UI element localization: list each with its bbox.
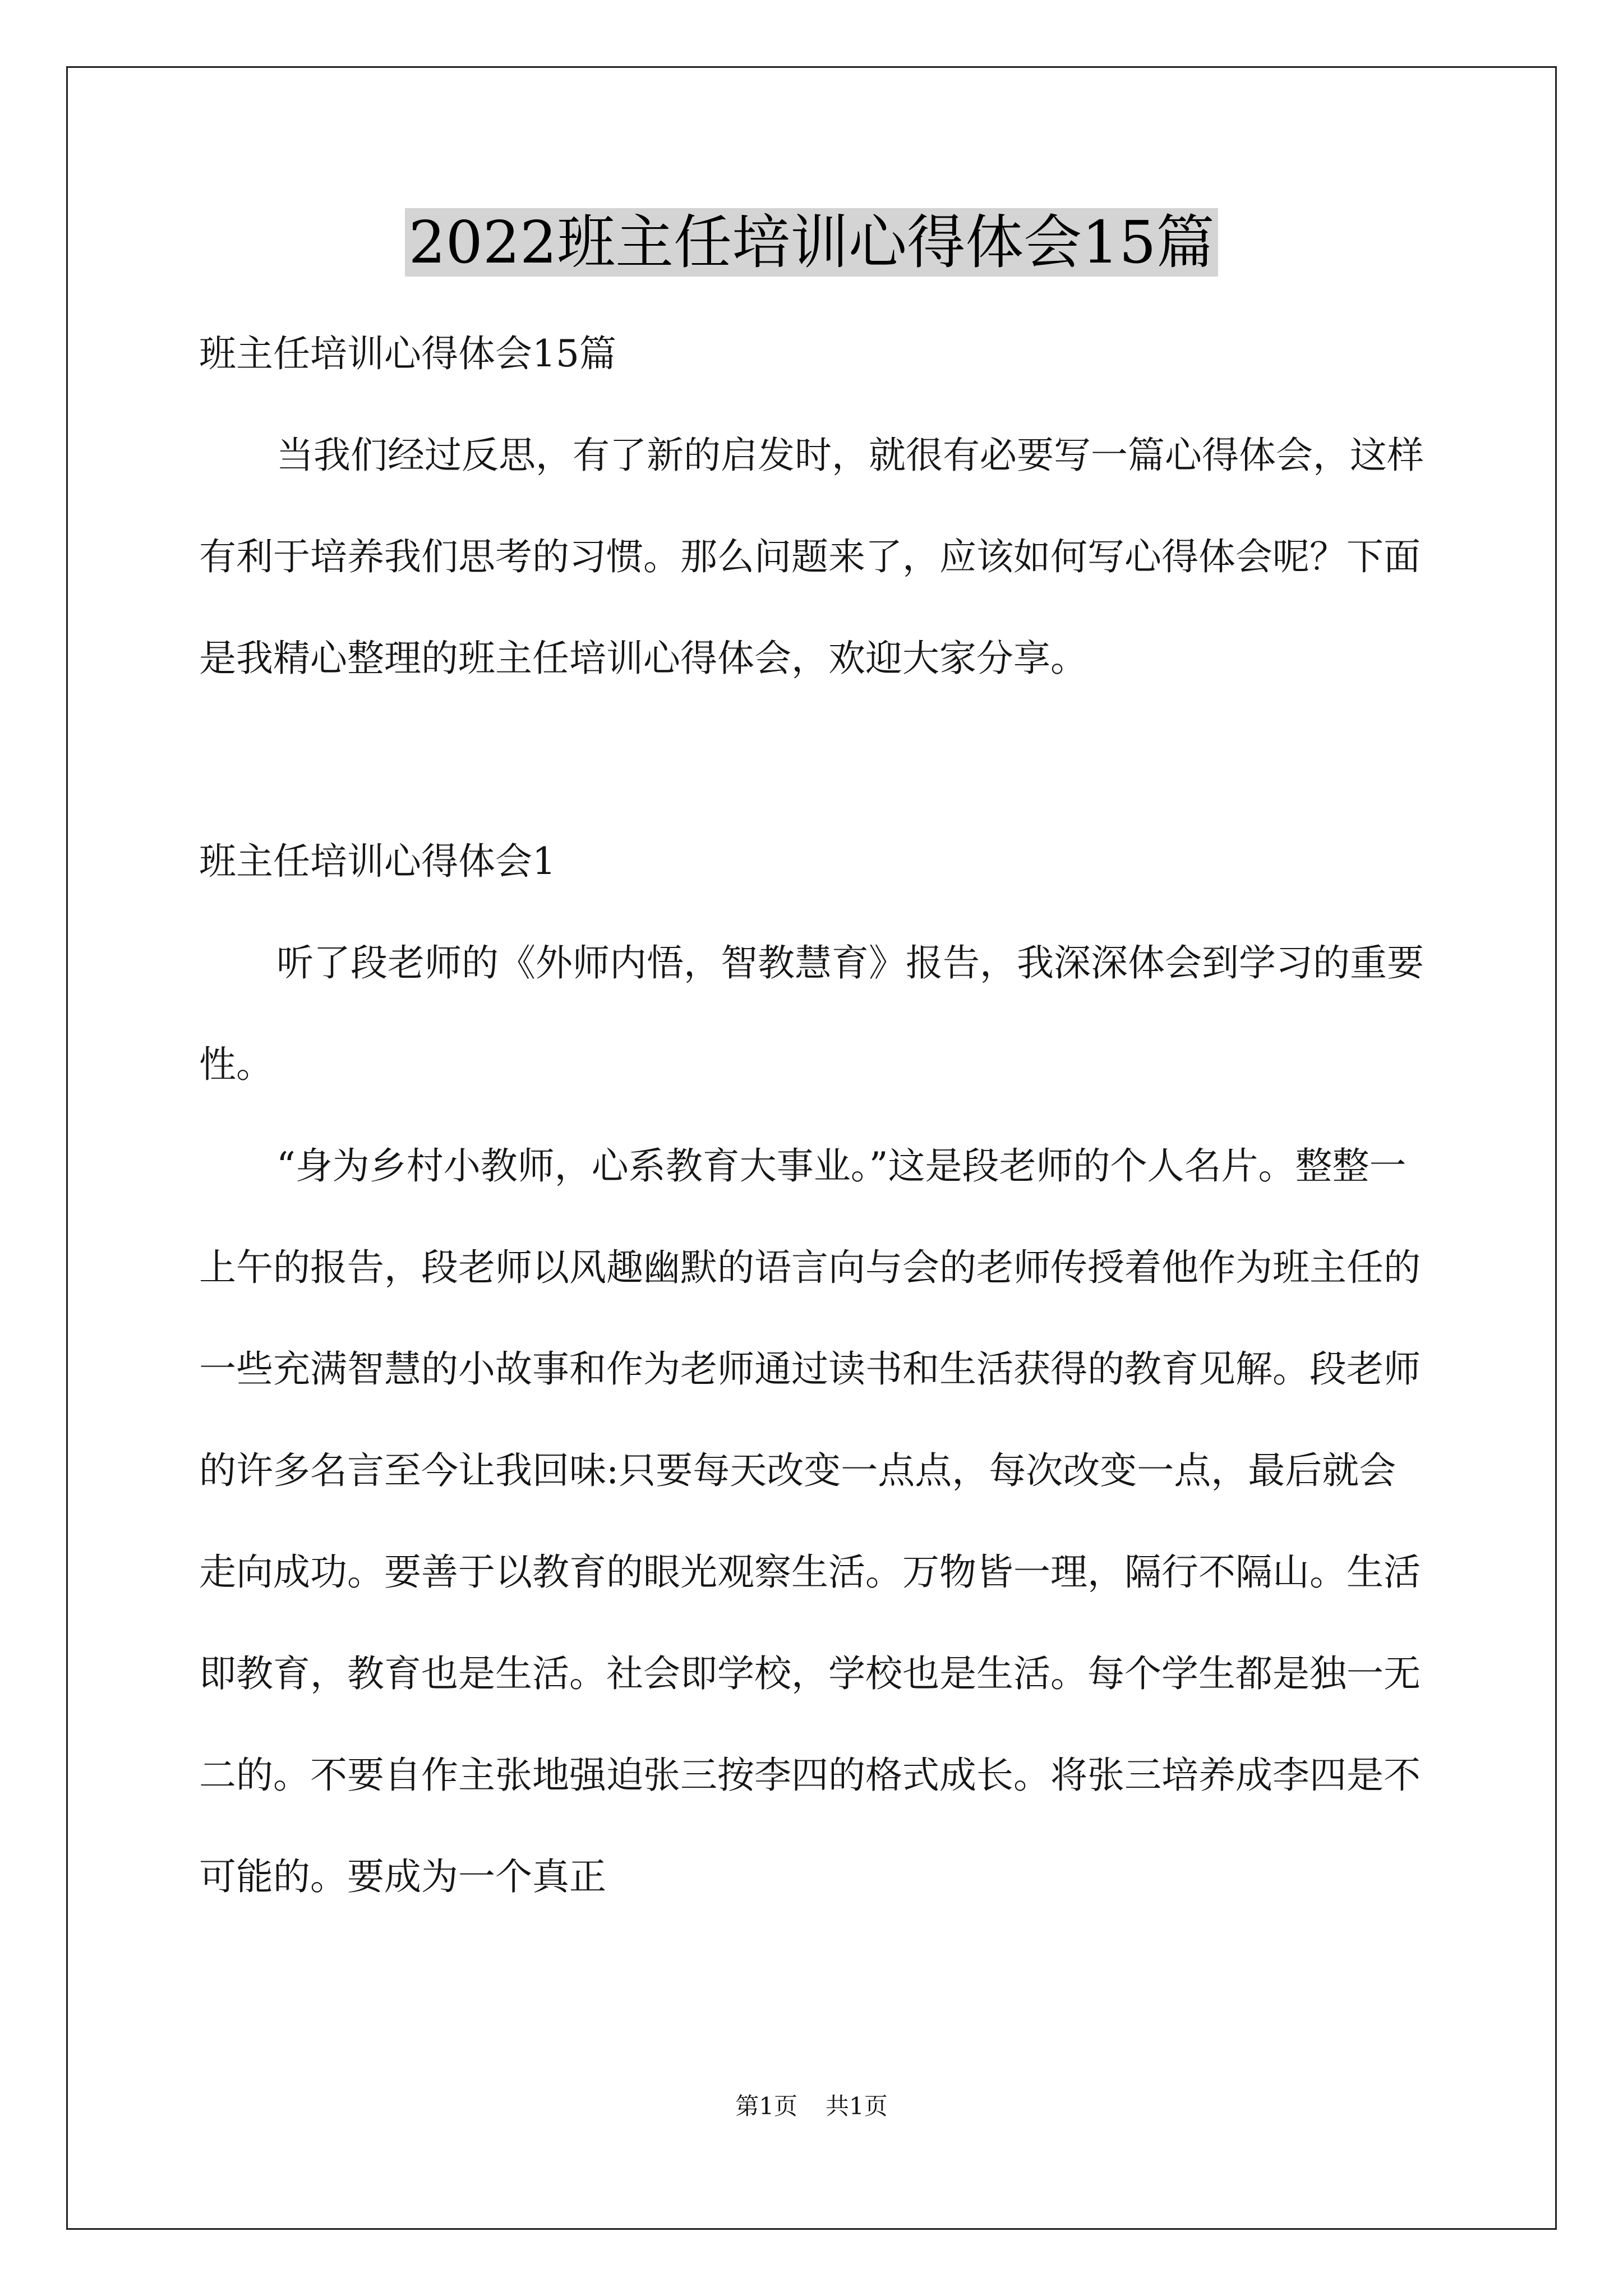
intro-paragraph: 当我们经过反思，有了新的启发时，就很有必要写一篇心得体会，这样有利于培养我们思考的习惯。那么问题来了，应该如何写心得体会呢？下面是我精心整理的班主任培训心得体会，欢迎大家分享。 (199, 434, 1424, 680)
page-number-current: 第1页 (735, 2092, 797, 2120)
body-paragraph-1: 听了段老师的《外师内悟，智教慧育》报告，我深深体会到学习的重要性。 (199, 941, 1424, 1086)
page-footer (0, 2090, 1623, 2123)
spacer (199, 709, 1431, 811)
body-paragraph-2: “身为乡村小教师，心系教育大事业。”这是段老师的个人名片。整整一上午的报告，段老师以风趣幽默的语言向与会的老师传授着他作为班主任的一些充满智慧的小故事和作为老师通过读书和生活获得的教育见解。段老师的许多名言至今让我回味:只要每天改变一点点，每次改变一点，最后就会走向成功。要善于以教育的眼光观察生活。万物皆一理，隔行不隔山。生活即教育，教育也是生活。社会即学校，学校也是生活。每个学生都是独一无二的。不要自作主张地强迫张三按李四的格式成长。将张三培养成李四是不可能的。要成为一个真正 (199, 1144, 1421, 1898)
document-body (199, 303, 1431, 1927)
page-number-total: 共1页 (826, 2092, 888, 2120)
document-title-text: 2022班主任培训心得体会15篇 (405, 208, 1218, 277)
document-title (0, 203, 1623, 282)
document-subtitle: 班主任培训心得体会15篇 (199, 332, 616, 375)
section-heading: 班主任培训心得体会1 (199, 840, 556, 883)
